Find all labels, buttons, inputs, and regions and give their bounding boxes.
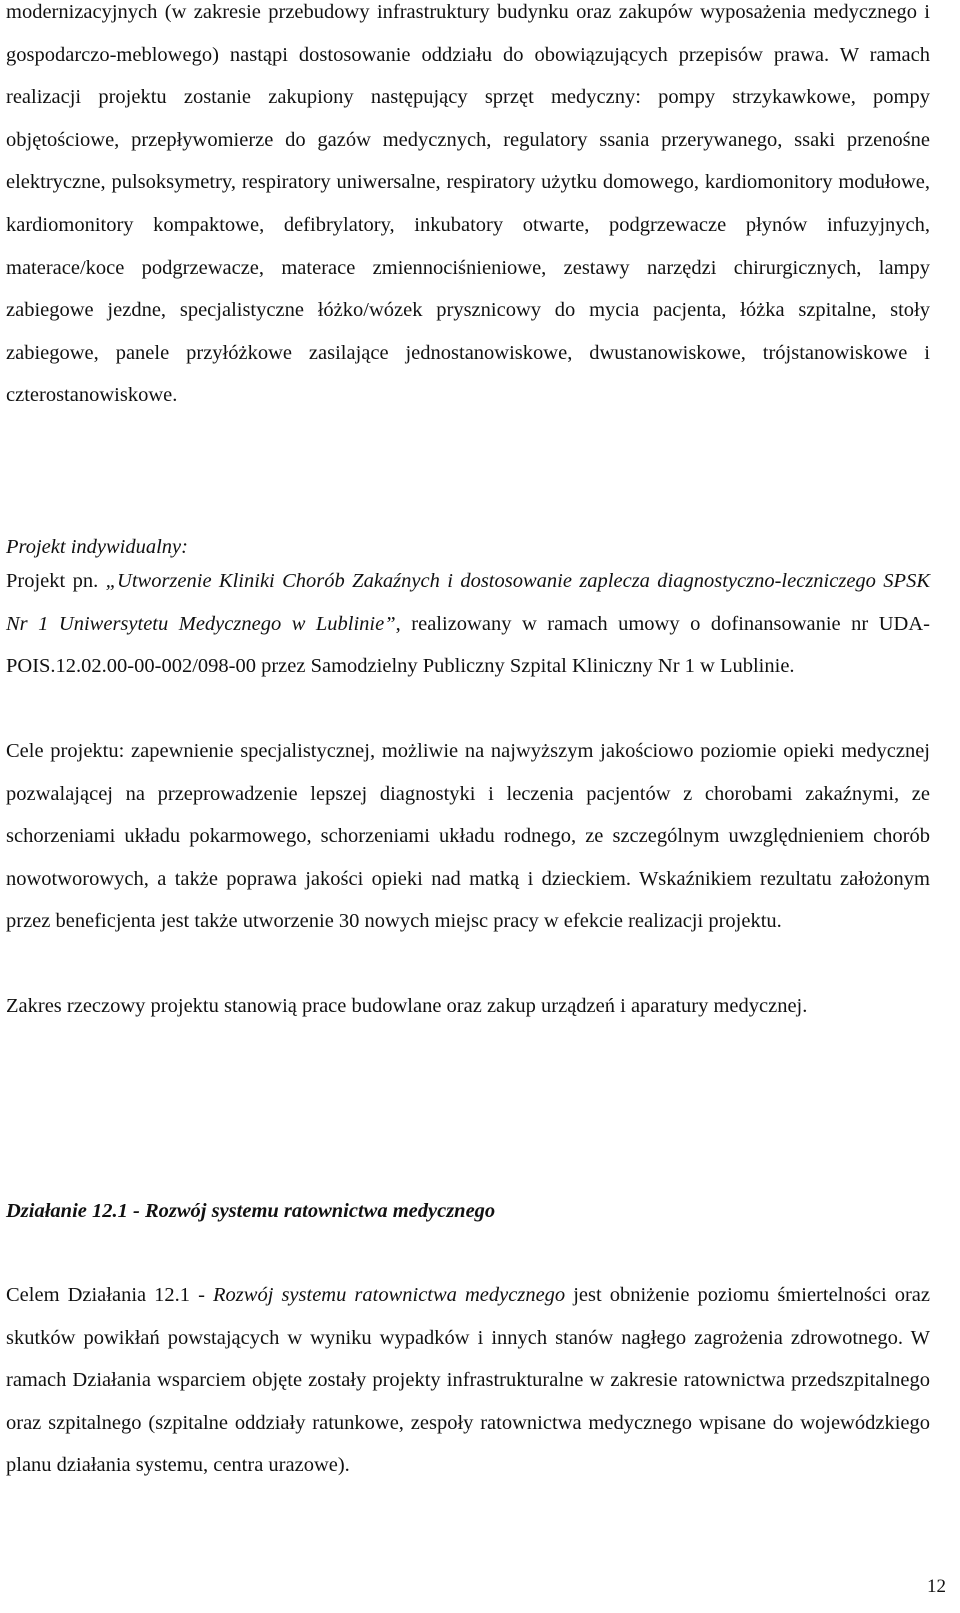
action-italic: Rozwój systemu ratownictwa medycznego <box>213 1284 566 1306</box>
action-suffix: jest obniżenie poziomu śmiertelności oraz skutków powikłań powstających w wyniku wypadków i innych stanów nagłego zagrożenia zdrowotnego. W ramach Działania wsparciem objęte zostały projekty infrastrukturalne w zakresie ratownictwa przedszpitalnego oraz szpitalnego (szpitalne oddziały ratunkowe, zespoły ratownictwa medycznego wpisane do wojewódzkiego planu działania systemu, centra urazowe). <box>6 1284 930 1477</box>
section-label: Projekt indywidualny: <box>6 536 188 558</box>
page-number: 12 <box>927 1576 946 1597</box>
equipment-paragraph: modernizacyjnych (w zakresie przebudowy infrastruktury budynku oraz zakupów wyposażenia medycznego i gospodarczo-meblowego) nastąpi dostosowanie oddziału do obowiązujących przepisów prawa. W ramach realizacji projektu zostanie zakupiony następujący sprzęt medyczny: pompy strzykawkowe, pompy objętościowe, przepływomierze do gazów medycznych, regulatory ssania przerywanego, ssaki przenośne elektryczne, pulsoksymetry, respiratory uniwersalne, respiratory użytku domowego, kardiomonitory modułowe, kardiomonitory kompaktowe, defibrylatory, inkubatory otwarte, podgrzewacze płynów infuzyjnych, materace/koce podgrzewacze, materace zmiennociśnieniowe, zestawy narzędzi chirurgicznych, lampy zabiegowe jezdne, specjalistyczne łóżko/wózek prysznicowy do mycia pacjenta, łóżka szpitalne, stoły zabiegowe, panele przyłóżkowe zasilające jednostanowiskowe, dwustanowiskowe, trójstanowiskowe i czterostanowiskowe. <box>6 1 930 407</box>
action-prefix: Celem Działania 12.1 - <box>6 1284 214 1306</box>
project-title: „Utworzenie Kliniki Chorób Zakaźnych i dostosowanie zaplecza diagnostyczno-leczniczego SPSK Nr 1 Uniwersytetu Medycznego w Lublinie” <box>6 570 931 635</box>
project-paragraph <box>6 560 930 688</box>
project-suffix: , realizowany w ramach umowy o dofinansowanie nr UDA-POIS.12.02.00-00-002/098-00 przez Samodzielny Publiczny Szpital Kliniczny Nr 1 w Lublinie. <box>6 612 930 678</box>
project-prefix: Projekt pn. <box>6 570 106 592</box>
goals-paragraph: Cele projektu: zapewnienie specjalistycznej, możliwie na najwyższym jakościowo poziomie opieki medycznej pozwalającej na przeprowadzenie lepszej diagnostyki i leczenia pacjentów z chorobami zakaźnymi, ze schorzeniami układu pokarmowego, schorzeniami układu rodnego, ze szczególnym uwzględnieniem chorób nowotworowych, a także poprawa jakości opieki nad matką i dzieckiem. Wskaźnikiem rezultatu założonym przez beneficjenta jest także utworzenie 30 nowych miejsc pracy w efekcie realizacji projektu. <box>6 740 930 933</box>
scope-paragraph: Zakres rzeczowy projektu stanowią prace budowlane oraz zakup urządzeń i aparatury medycznej. <box>6 995 808 1017</box>
action-heading: Działanie 12.1 - Rozwój systemu ratownictwa medycznego <box>6 1200 496 1222</box>
action-paragraph <box>6 1274 930 1487</box>
